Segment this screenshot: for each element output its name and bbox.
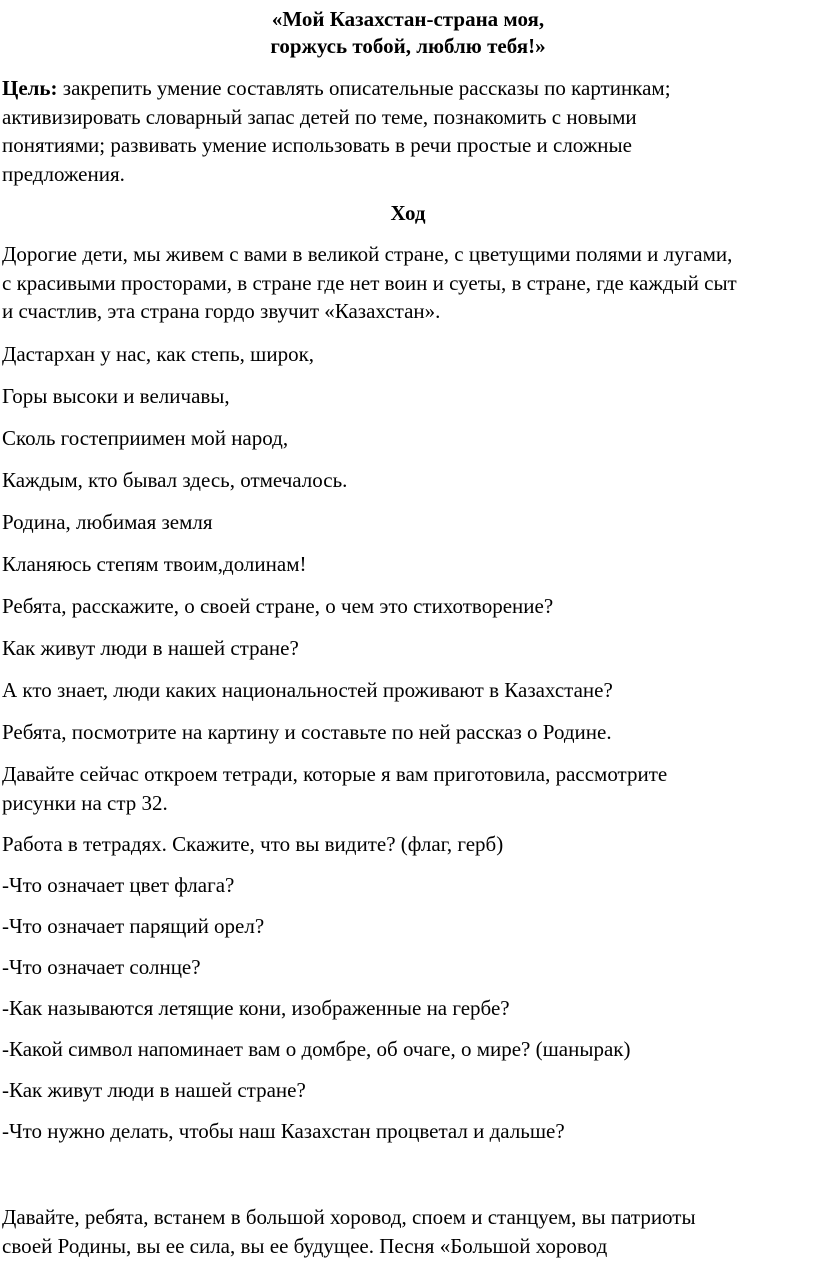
- dash-question-5: -Какой символ напоминает вам о домбре, об очаге, о мире? (шанырак): [2, 1037, 631, 1061]
- closing-paragraph: [2, 1203, 810, 1260]
- poem-line-4: Каждым, кто бывал здесь, отмечалось.: [2, 468, 348, 492]
- goal-line-2: активизировать словарный запас детей по теме, познакомить с новыми: [2, 104, 637, 129]
- poem-line-5: Родина, любимая земля: [2, 510, 213, 534]
- notebook-line-2: рисунки на стр 32.: [2, 790, 168, 815]
- goal-line-3: понятиями; развивать умение использовать в речи простые и сложные: [2, 133, 632, 157]
- dash-question-3: -Что означает солнце?: [2, 955, 201, 979]
- dash-question-2: -Что означает парящий орел?: [2, 914, 265, 938]
- goal-line-4: предложения.: [2, 161, 125, 186]
- goal-line-1: [2, 74, 810, 103]
- poem-line-2: Горы высоки и величавы,: [2, 384, 230, 408]
- intro-line-2: с красивыми просторами, в стране где нет воин и суеты, в стране, где каждый сыт: [2, 270, 737, 295]
- question-3: А кто знает, люди каких национальностей проживают в Казахстане?: [2, 678, 613, 702]
- notebook-work-line: Работа в тетрадях. Скажите, что вы видите? (флаг, герб): [2, 832, 504, 856]
- document-title-line-2: горжусь тобой, люблю тебя!»: [270, 34, 546, 58]
- notebook-line-1: Давайте сейчас откроем тетради, которые я вам приготовила, рассмотрите: [2, 762, 668, 786]
- poem-line-3: Сколь гостеприимен мой народ,: [2, 426, 289, 450]
- closing-line-1: Давайте, ребята, встанем в большой хоровод, споем и станцуем, вы патриоты: [2, 1205, 696, 1229]
- question-2: Как живут люди в нашей стране?: [2, 636, 299, 660]
- goal-label: Цель:: [2, 76, 58, 100]
- goal-text-1: закрепить умение составлять описательные рассказы по картинкам;: [57, 76, 671, 100]
- question-1: Ребята, расскажите, о своей стране, о чем это стихотворение?: [2, 594, 554, 618]
- closing-line-2: своей Родины, вы ее сила, вы ее будущее. Песня «Большой хоровод: [2, 1233, 608, 1258]
- intro-paragraph: [2, 240, 810, 326]
- dash-question-6: -Как живут люди в нашей стране?: [2, 1078, 306, 1102]
- intro-line-1: Дорогие дети, мы живем с вами в великой стране, с цветущими полями и лугами,: [2, 242, 733, 266]
- section-heading: Ход: [390, 201, 426, 225]
- dash-question-7: -Что нужно делать, чтобы наш Казахстан процветал и дальше?: [2, 1119, 565, 1143]
- goal-paragraph: [2, 74, 810, 188]
- notebook-paragraph: [2, 760, 810, 817]
- poem-line-6: Кланяюсь степям твоим,долинам!: [2, 552, 307, 576]
- dash-question-4: -Как называются летящие кони, изображенные на гербе?: [2, 996, 510, 1020]
- question-4: Ребята, посмотрите на картину и составьте по ней рассказ о Родине.: [2, 720, 612, 744]
- intro-line-3: и счастлив, эта страна гордо звучит «Казахстан».: [2, 299, 441, 323]
- poem-line-1: Дастархан у нас, как степь, широк,: [2, 342, 315, 366]
- document-title-line-1: «Мой Казахстан-страна моя,: [271, 7, 545, 31]
- dash-question-1: -Что означает цвет флага?: [2, 873, 235, 897]
